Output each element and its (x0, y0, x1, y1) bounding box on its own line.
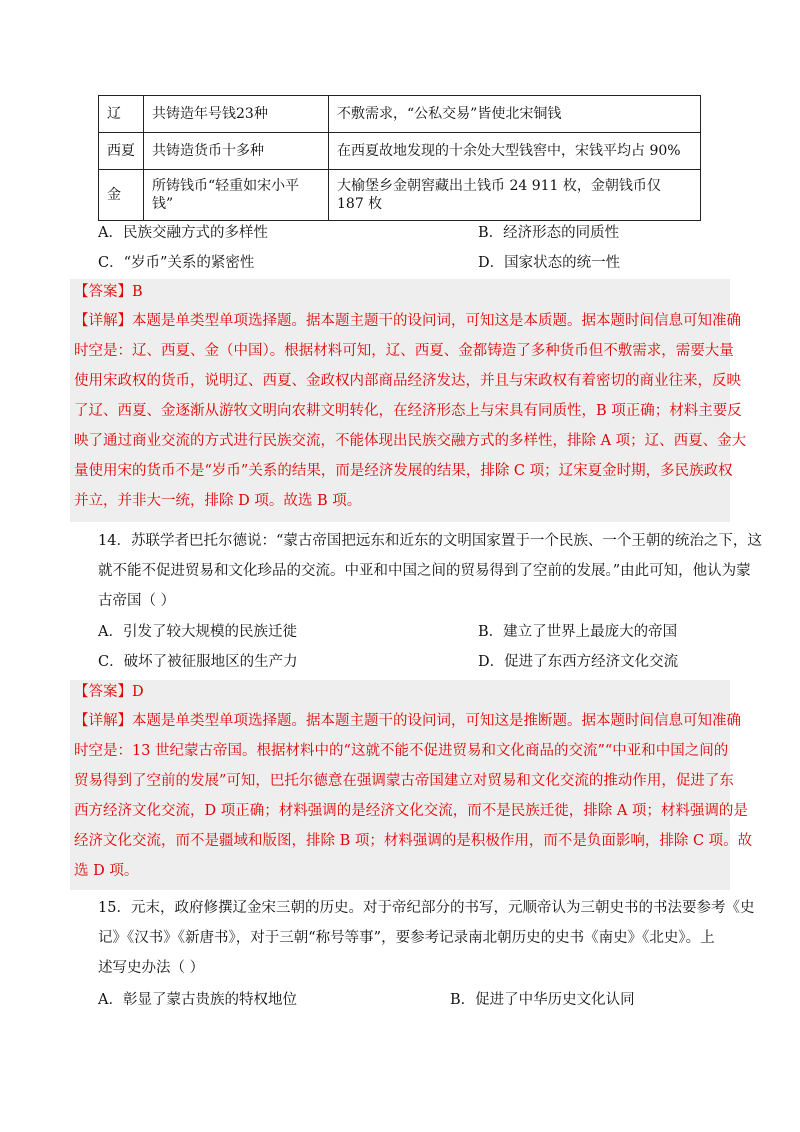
q14-detail-line: 选 D 项。 (74, 863, 139, 879)
cell-line: 所铸钱币“轻重如宋小平 (152, 178, 300, 194)
q15-option-b: B．促进了中华历史文化认同 (450, 992, 635, 1008)
q13-answer: 【答案】B (74, 284, 143, 300)
table-row (99, 133, 701, 170)
q13-detail-line: 量使用宋的货币不是“岁币”关系的结果，而是经济发展的结果，排除 C 项；辽宋夏金时期，多民族政权 (74, 463, 733, 479)
q13-option-c: C．“岁币”关系的紧密性 (98, 255, 255, 271)
table-cell: 共铸造年号钱23种 (144, 96, 329, 133)
q14-option-d: D．促进了东西方经济文化交流 (478, 654, 679, 670)
q14-detail-line: 西方经济文化交流，D 项正确；材料强调的是经济文化交流，而不是民族迁徙，排除 A 项；材料强调的是 (74, 803, 748, 819)
q13-detail-line: 使用宋政权的货币，说明辽、西夏、金政权内部商品经济发达，并且与宋政权有着密切的商业往来，反映 (74, 373, 741, 389)
q14-detail-line: 【详解】本题是单类型单项选择题。据本题主题干的设问词，可知这是推断题。据本题时间信息可知准确 (74, 713, 741, 729)
q13-detail-line: 并立，并非大一统，排除 D 项。故选 B 项。 (74, 493, 362, 509)
q15-stem-line: 15．元末，政府修撰辽金宋三朝的历史。对于帝纪部分的书写，元顺帝认为三朝史书的书法要参考《史 (98, 900, 755, 916)
table-cell: 大榆堡乡金朝窖藏出土钱币 24 911 枚，金朝钱币仅 187 枚 (329, 170, 701, 221)
q13-detail-line: 【详解】本题是单类型单项选择题。据本题主题干的设问词，可知这是本质题。据本题时间信息可知准确 (74, 313, 741, 329)
q14-option-c: C．破坏了被征服地区的生产力 (98, 654, 298, 670)
q14-detail-line: 贸易得到了空前的发展”可知，巴托尔德意在强调蒙古帝国建立对贸易和文化交流的推动作用，促进了东 (74, 773, 734, 789)
table-cell: 西夏 (99, 133, 144, 170)
q14-option-b: B．建立了世界上最庞大的帝国 (478, 624, 678, 640)
q14-stem-line: 14．苏联学者巴托尔德说：“蒙古帝国把远东和近东的文明国家置于一个民族、一个王朝的统治之下，这 (98, 533, 762, 549)
table-cell: 不敷需求，“公私交易”皆使北宋铜钱 (329, 96, 701, 133)
q13-option-d: D．国家状态的统一性 (478, 255, 621, 271)
table-cell: 在西夏故地发现的十余处大型钱窖中，宋钱平均占 90% (329, 133, 701, 170)
table-row (99, 96, 701, 133)
q14-detail-line: 时空是：13 世纪蒙古帝国。根据材料中的“这就不能不促进贸易和文化商品的交流”“中亚和中国之间的 (74, 743, 729, 759)
q15-stem-line: 述写史办法（ ） (98, 960, 205, 976)
table-row (99, 170, 701, 221)
q15-option-a: A．彰显了蒙古贵族的特权地位 (98, 992, 297, 1008)
q13-detail-line: 映了通过商业交流的方式进行民族交流，不能体现出民族交融方式的多样性，排除 A 项；辽、西夏、金大 (74, 433, 747, 449)
q15-stem-line: 记》《汉书》《新唐书》，对于三朝“称号等事”，要参考记录南北朝历史的史书《南史》《北史》。上 (98, 930, 715, 946)
currency-table (98, 95, 701, 221)
table-cell: 共铸造货币十多种 (144, 133, 329, 170)
q14-stem-line: 就不能不促进贸易和文化珍品的交流。中亚和中国之间的贸易得到了空前的发展。”由此可知，他认为蒙 (98, 563, 751, 579)
cell-line: 钱” (152, 196, 174, 212)
q13-detail-line: 时空是：辽、西夏、金（中国）。根据材料可知，辽、西夏、金都铸造了多种货币但不敷需求，需要大量 (74, 343, 734, 359)
table-cell: 金 (99, 170, 144, 221)
q13-option-a: A．民族交融方式的多样性 (98, 225, 268, 241)
q13-option-b: B．经济形态的同质性 (478, 225, 620, 241)
q14-answer: 【答案】D (74, 684, 144, 700)
q14-option-a: A．引发了较大规模的民族迁徙 (98, 624, 297, 640)
q14-stem-line: 古帝国（ ） (98, 593, 176, 609)
q13-detail-line: 了辽、西夏、金逐渐从游牧文明向农耕文明转化，在经济形态上与宋具有同质性，B 项正确；材料主要反 (74, 403, 742, 419)
table-cell: 辽 (99, 96, 144, 133)
q14-detail-line: 经济文化交流，而不是疆域和版图，排除 B 项；材料强调的是积极作用，而不是负面影响，排除 C 项。故 (74, 833, 753, 849)
table-cell (144, 170, 329, 221)
